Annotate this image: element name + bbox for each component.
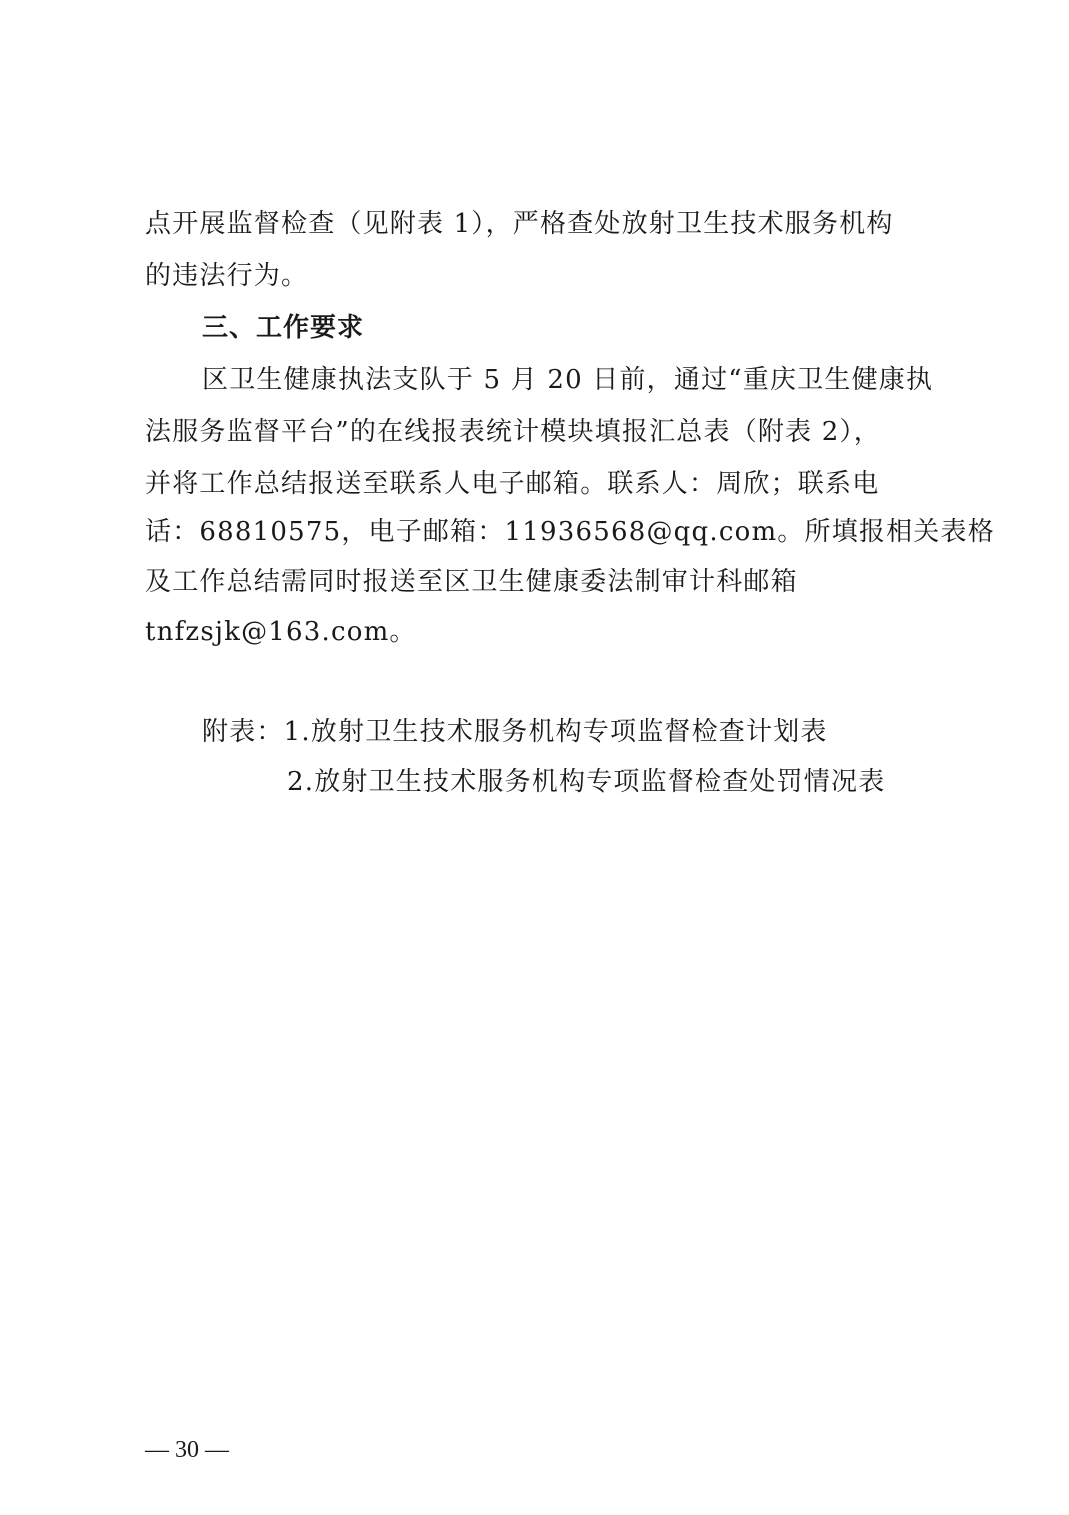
body-text-line: 点开展监督检查（见附表 1），严格查处放射卫生技术服务机构 <box>145 209 894 239</box>
body-text-line: 并将工作总结报送至联系人电子邮箱。联系人：周欣；联系电 <box>145 469 880 499</box>
body-text-line: 及工作总结需同时报送至区卫生健康委法制审计科邮箱 <box>145 567 798 597</box>
body-text-line: 的违法行为。 <box>145 261 309 291</box>
body-text-line: 区卫生健康执法支队于 5 月 20 日前，通过“重庆卫生健康执 <box>202 365 934 395</box>
body-text-line: tnfzsjk@163.com。 <box>145 617 417 647</box>
body-text-line: 话：68810575，电子邮箱：11936568@qq.com。所填报相关表格 <box>145 517 995 547</box>
attachment-item: 附表：1.放射卫生技术服务机构专项监督检查计划表 <box>202 717 828 747</box>
page-number: — 30 — <box>145 1437 229 1463</box>
body-text-line: 法服务监督平台”的在线报表统计模块填报汇总表（附表 2）， <box>145 417 881 447</box>
section-heading: 三、工作要求 <box>202 313 365 343</box>
attachment-item: 2.放射卫生技术服务机构专项监督检查处罚情况表 <box>287 767 886 797</box>
